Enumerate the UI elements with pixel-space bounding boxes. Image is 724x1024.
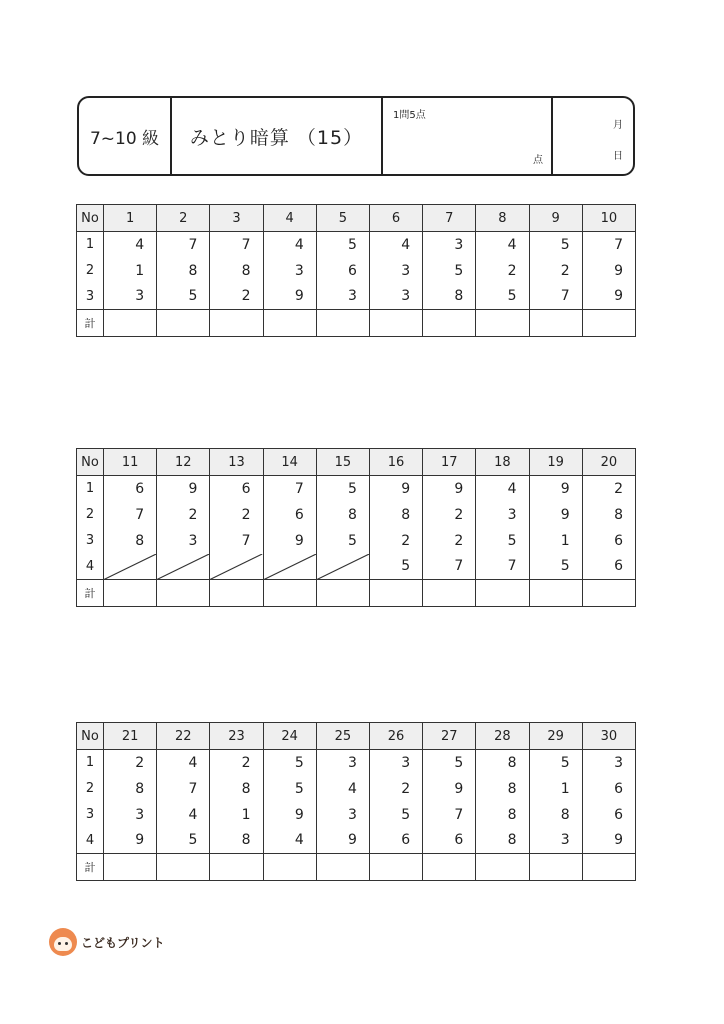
table-row <box>77 476 636 502</box>
number-cell: 9 <box>263 284 316 310</box>
problem-number: 20 <box>582 449 635 476</box>
no-header: No <box>77 449 104 476</box>
answer-cell[interactable] <box>423 310 476 337</box>
number-cell: 3 <box>263 258 316 284</box>
answer-cell[interactable] <box>157 580 210 607</box>
number-cell: 2 <box>476 258 529 284</box>
number-cell: 7 <box>423 802 476 828</box>
number-cell: 7 <box>476 554 529 580</box>
number-cell: 5 <box>529 232 582 258</box>
answer-cell[interactable] <box>157 854 210 881</box>
number-cell: 4 <box>104 232 157 258</box>
number-cell: 5 <box>369 802 422 828</box>
number-cell: 3 <box>316 750 369 776</box>
problem-table-2 <box>76 448 636 607</box>
answer-cell[interactable] <box>476 854 529 881</box>
number-cell: 3 <box>104 802 157 828</box>
number-cell: 8 <box>316 502 369 528</box>
problem-number: 16 <box>369 449 422 476</box>
number-cell: 2 <box>423 528 476 554</box>
row-label: 2 <box>77 502 104 528</box>
month-label: 月 <box>613 120 623 131</box>
number-cell: 8 <box>210 828 263 854</box>
number-cell: 5 <box>476 284 529 310</box>
problem-number: 11 <box>104 449 157 476</box>
number-cell: 3 <box>316 802 369 828</box>
table-row <box>77 258 636 284</box>
problem-number: 17 <box>423 449 476 476</box>
number-cell: 6 <box>582 554 635 580</box>
number-cell: 4 <box>157 750 210 776</box>
number-cell: 5 <box>157 828 210 854</box>
problem-number: 10 <box>582 205 635 232</box>
row-label: 3 <box>77 802 104 828</box>
number-cell: 3 <box>369 258 422 284</box>
row-label: 3 <box>77 284 104 310</box>
answer-cell[interactable] <box>529 854 582 881</box>
problem-number: 5 <box>316 205 369 232</box>
answer-cell[interactable] <box>210 310 263 337</box>
answer-cell[interactable] <box>529 310 582 337</box>
no-header: No <box>77 723 104 750</box>
problem-number: 22 <box>157 723 210 750</box>
number-cell: 5 <box>476 528 529 554</box>
number-cell: 8 <box>476 802 529 828</box>
problem-number: 3 <box>210 205 263 232</box>
number-cell: 7 <box>263 476 316 502</box>
number-cell: 9 <box>263 802 316 828</box>
number-cell: 6 <box>582 528 635 554</box>
number-cell: 2 <box>423 502 476 528</box>
points-per-question: 1問5点 <box>393 110 426 121</box>
number-cell: 8 <box>210 258 263 284</box>
number-cell: 3 <box>157 528 210 554</box>
number-cell: 3 <box>529 828 582 854</box>
number-cell: 8 <box>582 502 635 528</box>
number-cell: 8 <box>476 828 529 854</box>
number-cell: 9 <box>423 476 476 502</box>
sum-row <box>77 580 636 607</box>
number-cell: 5 <box>316 476 369 502</box>
number-cell: 6 <box>316 258 369 284</box>
number-cell: 2 <box>157 502 210 528</box>
row-label: 1 <box>77 750 104 776</box>
title-cell <box>172 98 383 174</box>
answer-cell[interactable] <box>104 854 157 881</box>
problem-number: 27 <box>423 723 476 750</box>
unused-cell <box>104 554 157 580</box>
answer-cell[interactable] <box>582 854 635 881</box>
problem-number: 26 <box>369 723 422 750</box>
answer-cell[interactable] <box>582 580 635 607</box>
worksheet-title: みとり暗算 （15） <box>189 126 364 149</box>
answer-cell[interactable] <box>369 580 422 607</box>
number-cell: 9 <box>423 776 476 802</box>
number-cell: 9 <box>157 476 210 502</box>
worksheet-header <box>77 96 635 176</box>
answer-cell[interactable] <box>263 310 316 337</box>
number-cell: 7 <box>157 776 210 802</box>
number-cell: 8 <box>423 284 476 310</box>
problem-number: 25 <box>316 723 369 750</box>
answer-cell[interactable] <box>316 580 369 607</box>
problem-number: 4 <box>263 205 316 232</box>
number-cell: 2 <box>369 528 422 554</box>
number-cell: 4 <box>476 476 529 502</box>
grade-cell <box>79 98 172 174</box>
row-label: 4 <box>77 828 104 854</box>
number-cell: 6 <box>423 828 476 854</box>
answer-cell[interactable] <box>104 580 157 607</box>
score-box[interactable] <box>383 98 553 174</box>
sum-label: 計 <box>77 580 104 607</box>
number-cell: 5 <box>529 554 582 580</box>
answer-cell[interactable] <box>157 310 210 337</box>
number-cell: 1 <box>104 258 157 284</box>
number-cell: 2 <box>529 258 582 284</box>
number-cell: 2 <box>210 750 263 776</box>
answer-cell[interactable] <box>476 310 529 337</box>
problem-number: 19 <box>529 449 582 476</box>
number-cell: 7 <box>210 232 263 258</box>
number-cell: 9 <box>529 476 582 502</box>
answer-cell[interactable] <box>369 854 422 881</box>
problem-number: 1 <box>104 205 157 232</box>
unused-cell <box>157 554 210 580</box>
number-cell: 7 <box>104 502 157 528</box>
number-cell: 3 <box>369 284 422 310</box>
number-cell: 4 <box>263 232 316 258</box>
table-row <box>77 776 636 802</box>
brand-name: こどもプリント <box>81 935 165 950</box>
problem-number: 30 <box>582 723 635 750</box>
problem-number: 29 <box>529 723 582 750</box>
date-box[interactable] <box>553 98 633 174</box>
number-cell: 5 <box>157 284 210 310</box>
problem-number: 7 <box>423 205 476 232</box>
number-cell: 4 <box>316 776 369 802</box>
number-cell: 7 <box>157 232 210 258</box>
number-cell: 8 <box>157 258 210 284</box>
answer-cell[interactable] <box>582 310 635 337</box>
problem-number: 14 <box>263 449 316 476</box>
number-cell: 8 <box>369 502 422 528</box>
number-cell: 8 <box>210 776 263 802</box>
sum-row <box>77 854 636 881</box>
problem-number: 23 <box>210 723 263 750</box>
answer-cell[interactable] <box>529 580 582 607</box>
number-cell: 1 <box>529 776 582 802</box>
day-label: 日 <box>613 151 623 162</box>
number-cell: 4 <box>263 828 316 854</box>
sum-label: 計 <box>77 854 104 881</box>
problem-number: 12 <box>157 449 210 476</box>
number-cell: 5 <box>316 528 369 554</box>
number-cell: 9 <box>582 258 635 284</box>
row-label: 2 <box>77 776 104 802</box>
number-cell: 9 <box>369 476 422 502</box>
number-cell: 7 <box>210 528 263 554</box>
problem-number: 8 <box>476 205 529 232</box>
number-cell: 4 <box>157 802 210 828</box>
number-cell: 8 <box>476 750 529 776</box>
number-cell: 6 <box>582 776 635 802</box>
number-cell: 8 <box>476 776 529 802</box>
number-cell: 6 <box>263 502 316 528</box>
problem-number: 6 <box>369 205 422 232</box>
problem-number: 2 <box>157 205 210 232</box>
header-row <box>77 723 636 750</box>
unused-cell <box>316 554 369 580</box>
number-cell: 9 <box>316 828 369 854</box>
number-cell: 7 <box>423 554 476 580</box>
number-cell: 3 <box>104 284 157 310</box>
table-row <box>77 232 636 258</box>
answer-cell[interactable] <box>316 854 369 881</box>
answer-cell[interactable] <box>369 310 422 337</box>
number-cell: 3 <box>582 750 635 776</box>
number-cell: 2 <box>210 502 263 528</box>
number-cell: 2 <box>210 284 263 310</box>
number-cell: 3 <box>476 502 529 528</box>
number-cell: 6 <box>210 476 263 502</box>
number-cell: 4 <box>369 232 422 258</box>
number-cell: 2 <box>104 750 157 776</box>
answer-cell[interactable] <box>423 854 476 881</box>
number-cell: 6 <box>582 802 635 828</box>
brand-logo <box>49 928 165 956</box>
number-cell: 9 <box>582 284 635 310</box>
number-cell: 5 <box>423 258 476 284</box>
answer-cell[interactable] <box>104 310 157 337</box>
number-cell: 2 <box>582 476 635 502</box>
header-row <box>77 205 636 232</box>
grade-label: 7~10 級 <box>89 128 160 149</box>
table-row <box>77 502 636 528</box>
problem-number: 28 <box>476 723 529 750</box>
table-row <box>77 554 636 580</box>
number-cell: 3 <box>423 232 476 258</box>
cat-mascot-icon <box>49 928 77 956</box>
number-cell: 8 <box>104 528 157 554</box>
problem-number: 13 <box>210 449 263 476</box>
row-label: 1 <box>77 232 104 258</box>
table-row <box>77 828 636 854</box>
unused-cell <box>263 554 316 580</box>
problem-number: 21 <box>104 723 157 750</box>
problem-number: 9 <box>529 205 582 232</box>
answer-cell[interactable] <box>316 310 369 337</box>
table-row <box>77 528 636 554</box>
row-label: 2 <box>77 258 104 284</box>
score-unit: 点 <box>533 155 543 166</box>
table-row <box>77 284 636 310</box>
number-cell: 3 <box>369 750 422 776</box>
number-cell: 7 <box>529 284 582 310</box>
number-cell: 8 <box>529 802 582 828</box>
problem-number: 18 <box>476 449 529 476</box>
number-cell: 1 <box>210 802 263 828</box>
answer-cell[interactable] <box>263 854 316 881</box>
header-row <box>77 449 636 476</box>
number-cell: 5 <box>423 750 476 776</box>
row-label: 1 <box>77 476 104 502</box>
problem-table-1 <box>76 204 636 337</box>
number-cell: 8 <box>104 776 157 802</box>
unused-cell <box>210 554 263 580</box>
number-cell: 5 <box>316 232 369 258</box>
number-cell: 5 <box>263 776 316 802</box>
row-label: 4 <box>77 554 104 580</box>
number-cell: 6 <box>104 476 157 502</box>
problem-number: 24 <box>263 723 316 750</box>
number-cell: 4 <box>476 232 529 258</box>
number-cell: 2 <box>369 776 422 802</box>
answer-cell[interactable] <box>263 580 316 607</box>
answer-cell[interactable] <box>210 854 263 881</box>
number-cell: 5 <box>263 750 316 776</box>
no-header: No <box>77 205 104 232</box>
number-cell: 6 <box>369 828 422 854</box>
table-row <box>77 750 636 776</box>
number-cell: 1 <box>529 528 582 554</box>
problem-number: 15 <box>316 449 369 476</box>
answer-cell[interactable] <box>210 580 263 607</box>
problem-table-3 <box>76 722 636 881</box>
row-label: 3 <box>77 528 104 554</box>
answer-cell[interactable] <box>476 580 529 607</box>
number-cell: 3 <box>316 284 369 310</box>
number-cell: 9 <box>104 828 157 854</box>
number-cell: 9 <box>263 528 316 554</box>
number-cell: 5 <box>369 554 422 580</box>
number-cell: 7 <box>582 232 635 258</box>
sum-label: 計 <box>77 310 104 337</box>
answer-cell[interactable] <box>423 580 476 607</box>
sum-row <box>77 310 636 337</box>
number-cell: 5 <box>529 750 582 776</box>
number-cell: 9 <box>529 502 582 528</box>
table-row <box>77 802 636 828</box>
number-cell: 9 <box>582 828 635 854</box>
